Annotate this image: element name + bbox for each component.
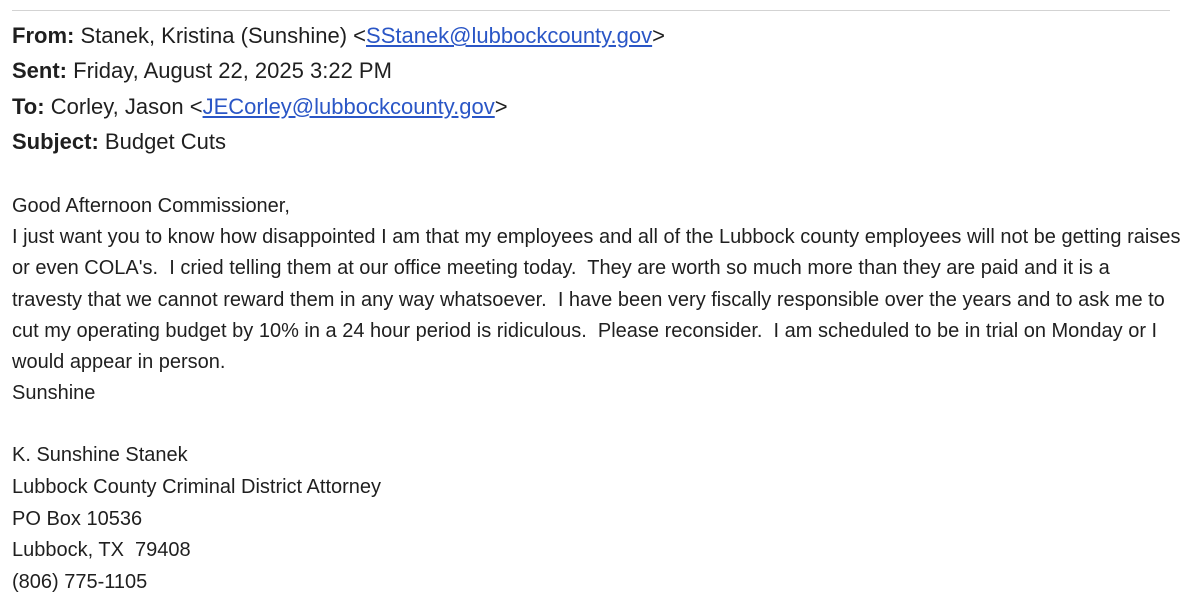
sent-row	[12, 53, 665, 88]
top-divider	[12, 10, 1170, 11]
signature-title: Lubbock County Criminal District Attorney	[12, 475, 382, 498]
to-email-close-bracket: >	[494, 93, 508, 119]
sent-label: Sent:	[12, 58, 67, 84]
from-row	[12, 18, 665, 53]
from-name: Stanek, Kristina (Sunshine)	[80, 23, 348, 48]
closing-name: Sunshine	[12, 382, 96, 405]
subject-row	[12, 124, 665, 159]
sent-value: Friday, August 22, 2025 3:22 PM	[73, 58, 392, 84]
signature-name: K. Sunshine Stanek	[12, 444, 188, 466]
to-row	[12, 89, 665, 124]
signature-phone: (806) 775-1105	[12, 571, 148, 594]
to-email-open-bracket: <	[189, 93, 203, 119]
signature-block	[12, 440, 381, 599]
email-header	[12, 18, 665, 159]
signature-po-box: PO Box 10536	[12, 507, 143, 530]
greeting: Good Afternoon Commissioner,	[12, 195, 290, 217]
from-email-open-bracket: <	[353, 23, 367, 48]
to-name: Corley, Jason	[50, 93, 184, 119]
from-email-link[interactable]: SStanek@lubbockcounty.gov	[366, 23, 653, 48]
from-label: From:	[12, 23, 75, 48]
signature-city: Lubbock, TX 79408	[12, 539, 191, 562]
to-email-link[interactable]: JECorley@lubbockcounty.gov	[202, 93, 495, 119]
message-paragraph: I just want you to know how disappointed I am that my employees and all of the Lubbock county employees will not be getting raises or even COLA's. I cried telling them at our office meeting today. They are worth so much more than they are paid and it is a travesty that we cannot reward them in any way whatsoever. I have been very fiscally responsible over the years and to ask me to cut my operating budget by 10% in a 24 hour period is ridiculous. Please reconsider. I am scheduled to be in trial on Monday or I would appear in person.	[12, 226, 1186, 374]
subject-value: Budget Cuts	[104, 128, 226, 154]
from-email-close-bracket: >	[652, 23, 665, 48]
to-label: To:	[12, 93, 45, 119]
email-body	[12, 191, 1186, 409]
subject-label: Subject:	[12, 128, 99, 154]
